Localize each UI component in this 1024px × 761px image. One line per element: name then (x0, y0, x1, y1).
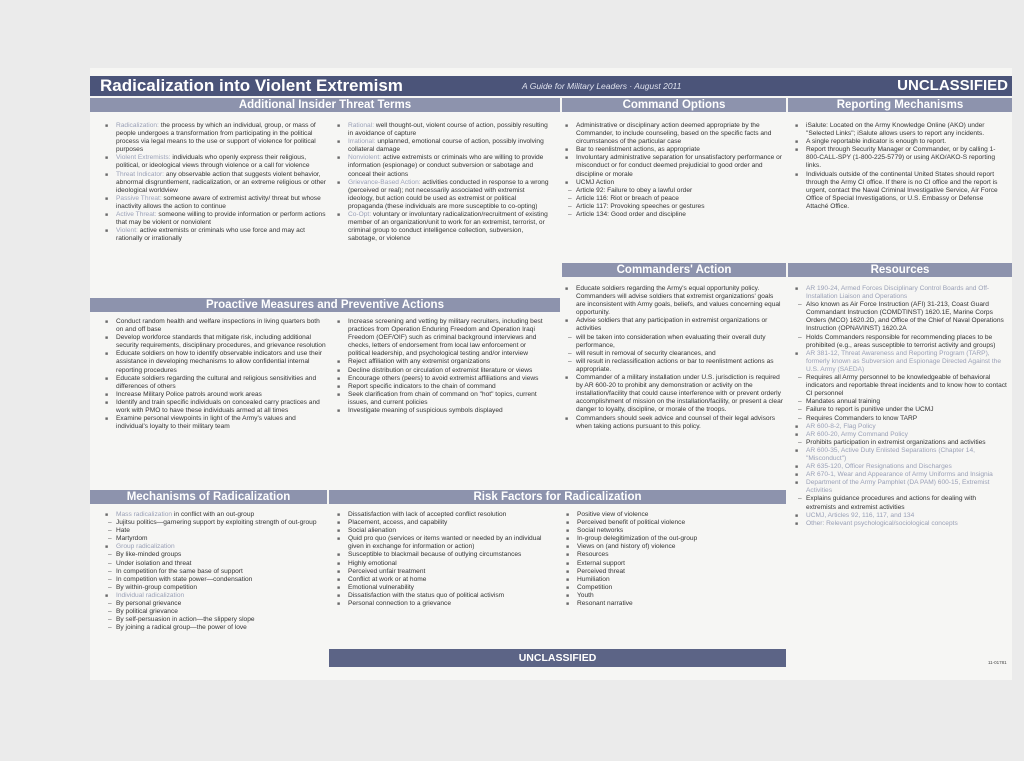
proactive-item: ■ Educate soldiers on how to identify observable indicators and use their assistance in developing mechanisms to allow confidential internal reporting procedures (105, 350, 328, 374)
insider-term-item (105, 171, 328, 195)
resource-item (795, 350, 1007, 374)
proactive-item: ■ Decline distribution or circulation of extremist literature or views (337, 367, 549, 375)
section-header-proactive: Proactive Measures and Preventive Actions (90, 298, 560, 312)
term-definition: activities conducted in response to a wrong (perceived or real); not necessarily associated with extremist ideology, but action could be used as extremist or political propaganda (these individuals are more susceptible to co-opting) (348, 178, 549, 210)
command-option-subitem: – Article 134: Good order and discipline (565, 211, 783, 219)
term-label: Violent Extremists: (116, 154, 171, 162)
mechanism-group (105, 543, 327, 551)
proactive-item: ■ Examine personal viewpoints in light of the Army's values and individual's loyalty to their military team (105, 415, 328, 431)
mechanisms-list (105, 511, 327, 632)
mechanism-subitem: – Under isolation and threat (105, 560, 327, 568)
proactive-item: ■ Report specific indicators to the chain of command (337, 383, 549, 391)
mechanism-subitem: – Jujitsu politics—garnering support by exploiting strength of out-group (105, 519, 327, 527)
proactive-column-2 (337, 318, 549, 415)
commanders-action-subitem: – will be taken into consideration when evaluating their overall duty performance, (565, 334, 783, 350)
resource-item (795, 423, 1007, 431)
commanders-action-subitem: – will result in removal of security clearances, and (565, 350, 783, 358)
proactive-item: ■ Investigate meaning of suspicious symbols displayed (337, 407, 549, 415)
mechanism-subitem: – By personal grievance (105, 600, 327, 608)
reporting-mechanisms-list (795, 122, 1007, 211)
resource-item (795, 463, 1007, 471)
commanders-action-subitem: – will result in reclassification actions or bar to reenlistment actions as appropriate. (565, 358, 783, 374)
section-header-resources: Resources (788, 263, 1012, 277)
commanders-action-item: ■ Advise soldiers that any participation in extremist organizations or activities (565, 317, 783, 333)
reporting-item: ■ Report through Security Manager or Commander, or by calling 1-800-CALL-SPY (1-800-225-5779) or using AKO/AKO-S reporting links. (795, 146, 1007, 170)
command-option-item: ■ Involuntary administrative separation for unsatisfactory performance or misconduct or for conduct deemed prejudicial to good order and discipline or morale (565, 154, 783, 178)
risk-factor-item: ■ Personal connection to a grievance (337, 600, 553, 608)
insider-term-item (337, 138, 549, 154)
commanders-action-list (565, 285, 783, 431)
resource-subitem: – Failure to report is punitive under the UCMJ (795, 406, 1007, 414)
insider-terms-column-1 (105, 122, 328, 243)
mechanism-subitem: – In competition with state power—condensation (105, 576, 327, 584)
commanders-action-item: ■ Commander of a military installation under U.S. jurisdiction is required by AR 600-20 to prohibit any demonstration or activity on the installation/facility that could cause interference with or prevent orderly accomplishment of mission on the installation/facility, or present a clear danger to loyalty, discipline, or morale of the troops. (565, 374, 783, 414)
document-number: 11-01781 (988, 660, 1007, 665)
risk-factor-item: ■ External support (566, 560, 778, 568)
resource-item (795, 512, 1007, 520)
risk-factor-item: ■ Conflict at work or at home (337, 576, 553, 584)
term-label: Violent: (116, 227, 138, 235)
resource-title: AR 670-1, Wear and Appearance of Army Uniforms and Insignia (806, 471, 993, 479)
page-title: Radicalization into Violent Extremism (100, 76, 403, 95)
term-label: Rational: (348, 122, 375, 129)
command-option-subitem: – Article 116: Riot or breach of peace (565, 195, 783, 203)
proactive-item: ■ Reject affiliation with any extremist organizations (337, 358, 549, 366)
mechanism-description: in conflict with an out-group (172, 511, 255, 518)
proactive-item: ■ Identify and train specific individuals on concealed carry practices and work with PMO to have these individuals armed at all times (105, 399, 328, 415)
term-label: Passive Threat: (116, 194, 162, 202)
command-option-subitem: – Article 117: Provoking speeches or gestures (565, 203, 783, 211)
reporting-item: ■ Individuals outside of the continental United States should report through the Army CI office. If there is no CI office and the report is urgent, contact the Naval Criminal Investigative Service, Air Force Office of Special Investigations, or U.S. Embassy or Defense Attaché Office. (795, 171, 1007, 211)
risk-factor-item: ■ Emotional vulnerability (337, 584, 553, 592)
risk-factor-item: ■ Resources (566, 551, 778, 559)
mechanism-label: Mass radicalization (116, 511, 173, 518)
risk-factor-item: ■ Views on (and history of) violence (566, 543, 778, 551)
command-option-item: ■ UCMJ Action (565, 179, 783, 187)
term-label: Threat Indicator: (116, 170, 165, 178)
mechanism-group (105, 592, 327, 600)
term-label: Radicalization: (116, 122, 159, 129)
section-header-mechanisms: Mechanisms of Radicalization (90, 490, 327, 504)
proactive-item: ■ Increase Military Police patrols around work areas (105, 391, 328, 399)
risk-factor-item: ■ Placement, access, and capability (337, 519, 553, 527)
resource-title: UCMJ, Articles 92, 116, 117, and 134 (806, 511, 915, 519)
risk-factor-item: ■ Social networks (566, 527, 778, 535)
mechanism-subitem: – By within-group competition (105, 584, 327, 592)
risk-factor-item: ■ Perceived threat (566, 568, 778, 576)
proactive-column-1 (105, 318, 328, 431)
risk-factors-column-1 (337, 511, 553, 608)
risk-factor-item: ■ Perceived unfair treatment (337, 568, 553, 576)
mechanism-subitem: – By joining a radical group—the power of love (105, 624, 327, 632)
term-label: Nonviolent: (348, 154, 381, 162)
term-definition: any observable action that suggests violent behavior, abnormal disgruntlement, radicalization, or an extreme religious or other ideological worldview (116, 170, 327, 194)
page-subtitle: A Guide for Military Leaders · August 2011 (522, 81, 682, 91)
resource-item (795, 447, 1007, 463)
resource-title: AR 600-8-2, Flag Policy (806, 422, 876, 430)
title-bar (90, 76, 1012, 96)
risk-factor-item: ■ In-group delegitimization of the out-group (566, 535, 778, 543)
risk-factor-item: ■ Quid pro quo (services or items wanted or needed by an individual given in exchange for information or action) (337, 535, 553, 551)
resource-subitem: – Requires Commanders to know TARP (795, 415, 1007, 423)
risk-factor-item: ■ Highly emotional (337, 560, 553, 568)
term-label: Active Threat: (116, 211, 157, 219)
resource-title: AR 381-12, Threat Awareness and Reporting Program (TARP), formerly known as Subversion and Espionage Directed Against the U.S. Army (SAEDA) (806, 349, 1001, 373)
proactive-item: ■ Encourage others (peers) to avoid extremist affiliations and views (337, 375, 549, 383)
mechanism-subitem: – By self-persuasion in action—the slippery slope (105, 616, 327, 624)
insider-term-item (105, 154, 328, 170)
command-options-list (565, 122, 783, 219)
resource-item (795, 431, 1007, 439)
term-definition: the process by which an individual, group, or mass of people undergoes a transformation from participating in the political process via legal means to the use or support of violence for political purposes (116, 122, 316, 154)
insider-term-item (105, 211, 328, 227)
commanders-action-item: ■ Educate soldiers regarding the Army's equal opportunity policy. Commanders will advise soldiers that extremist organizations' goals are inconsistent with Army goals, beliefs, and values concerning equal opportunity. (565, 285, 783, 317)
risk-factor-item: ■ Susceptible to blackmail because of outlying circumstances (337, 551, 553, 559)
command-option-item: ■ Administrative or disciplinary action deemed appropriate by the Commander, to include counseling, based on the specific facts and circumstances of the particular case (565, 122, 783, 146)
insider-term-item (337, 122, 549, 138)
section-header-reporting: Reporting Mechanisms (788, 98, 1012, 112)
risk-factor-item: ■ Positive view of violence (566, 511, 778, 519)
footer-classification: UNCLASSIFIED (329, 649, 786, 667)
risk-factor-item: ■ Perceived benefit of political violence (566, 519, 778, 527)
reporting-item: ■ iSalute: Located on the Army Knowledge Online (AKO) under "Selected Links"; iSalute allows users to report any incidents. (795, 122, 1007, 138)
risk-factor-item: ■ Competition (566, 584, 778, 592)
mechanism-subitem: – By political grievance (105, 608, 327, 616)
proactive-item: ■ Conduct random health and welfare inspections in living quarters both on and off base (105, 318, 328, 334)
risk-factor-item: ■ Resonant narrative (566, 600, 778, 608)
resource-subitem: – Requires all Army personnel to be knowledgeable of behavioral indicators and reportable threat incidents and to know how to contact CI personnel (795, 374, 1007, 398)
reporting-item: ■ A single reportable indicator is enough to report. (795, 138, 1007, 146)
resource-subitem: – Holds Commanders responsible for recommending places to be prohibited (e.g., areas susceptible to terrorist activity and groups) (795, 334, 1007, 350)
proactive-item: ■ Seek clarification from chain of command on "hot" topics, current issues, and current policies (337, 391, 549, 407)
term-label: Co-Opt: (348, 211, 372, 219)
resource-title: Department of the Army Pamphlet (DA PAM) 600-15, Extremist Activities (806, 479, 990, 495)
resource-item (795, 285, 1007, 301)
term-definition: voluntary or involuntary radicalization/recruitment of existing member of an organization/unit to work for an extremist, terrorist, or criminal group to conduct intelligence collection, subversion, sabotage, or violence (348, 211, 548, 243)
resource-item (795, 520, 1007, 528)
risk-factor-item: ■ Dissatisfaction with the status quo of political activism (337, 592, 553, 600)
term-definition: unplanned, emotional course of action, possibly involving collateral damage (348, 138, 544, 154)
mechanism-subitem: – In competition for the same base of support (105, 568, 327, 576)
proactive-item: ■ Develop workforce standards that mitigate risk, including additional security requirements, disciplinary procedures, and grievance resolution (105, 334, 328, 350)
insider-term-item (105, 227, 328, 243)
command-option-subitem: – Article 92: Failure to obey a lawful order (565, 187, 783, 195)
classification-label: UNCLASSIFIED (897, 77, 1008, 94)
resource-subitem: – Mandates annual training (795, 398, 1007, 406)
risk-factor-item: ■ Youth (566, 592, 778, 600)
resource-title: AR 600-35, Active Duty Enlisted Separations (Chapter 14, "Misconduct") (806, 446, 975, 462)
resource-title: Other: Relevant psychological/sociological concepts (806, 519, 958, 527)
term-definition: well thought-out, violent course of action, possibly resulting in avoidance of capture (348, 122, 548, 138)
risk-factors-column-2 (566, 511, 778, 608)
mechanism-subitem: – By like-minded groups (105, 551, 327, 559)
resource-item (795, 479, 1007, 495)
insider-term-item (105, 195, 328, 211)
section-header-commanders-action: Commanders' Action (562, 263, 786, 277)
resource-title: AR 190-24, Armed Forces Disciplinary Control Boards and Off-Installation Liaison and Operations (806, 285, 990, 301)
insider-terms-column-2 (337, 122, 549, 243)
insider-term-item (337, 179, 549, 211)
mechanism-group (105, 511, 327, 519)
section-header-insider-terms: Additional Insider Threat Terms (90, 98, 560, 112)
resource-title: AR 635-120, Officer Resignations and Discharges (806, 463, 952, 471)
term-definition: someone aware of extremist activity/ threat but whose inactivity allows the action to continue (116, 194, 321, 210)
command-option-item: ■ Bar to reenlistment actions, as appropriate (565, 146, 783, 154)
term-definition: active extremists or criminals who use force and may act rationally or irrationally (116, 227, 305, 243)
term-label: Irrational: (348, 138, 376, 146)
insider-term-item (337, 211, 549, 243)
term-label: Grievance-Based Action: (348, 178, 421, 186)
resource-item (795, 471, 1007, 479)
resources-list (795, 285, 1007, 528)
section-header-risk-factors: Risk Factors for Radicalization (329, 490, 786, 504)
proactive-item: ■ Increase screening and vetting by military recruiters, including best practices from Operation Enduring Freedom and Operation Iraqi Freedom (OEF/OIF) such as criminal background interviews and checks, letters of endorsement from local law enforcement or political leadership, and psychological testing and/or interview (337, 318, 549, 358)
insider-term-item (105, 122, 328, 154)
term-definition: active extremists or criminals who are willing to provide information (espionage) or conduct subversion or sabotage and conceal their actions (348, 154, 544, 178)
mechanism-label: Individual radicalization (116, 591, 185, 599)
term-definition: someone willing to provide information or perform actions that may be violent or nonviolent (116, 211, 326, 227)
proactive-item: ■ Educate soldiers regarding the cultural and religious sensitivities and differences of others (105, 375, 328, 391)
insider-term-item (337, 154, 549, 178)
section-header-command-options: Command Options (562, 98, 786, 112)
risk-factor-item: ■ Dissatisfaction with lack of accepted conflict resolution (337, 511, 553, 519)
commanders-action-item: ■ Commanders should seek advice and counsel of their legal advisors when taking actions pursuant to this policy. (565, 415, 783, 431)
mechanism-subitem: – Hate (105, 527, 327, 535)
risk-factor-item: ■ Social alienation (337, 527, 553, 535)
risk-factor-item: ■ Humiliation (566, 576, 778, 584)
resource-subitem: – Prohibits participation in extremist organizations and activities (795, 439, 1007, 447)
document-sheet (90, 68, 1012, 680)
resource-subitem: – Also known as Air Force Instruction (AFI) 31-213, Coast Guard Commandant Instruction (COMDTINST) 1620.1E, Marine Corps Orders (MCO) 1620.2D, and Office of the Chief of Naval Operations Instruction (OPNAVINST) 1620.2A (795, 301, 1007, 333)
mechanism-label: Group radicalization (116, 543, 175, 551)
resource-title: AR 600-20, Army Command Policy (806, 430, 908, 438)
term-definition: individuals who openly express their religious, political, or ideological views through violence or a call for violence (116, 154, 310, 170)
resource-subitem: – Explains guidance procedures and actions for dealing with extremists and extremist activities (795, 495, 1007, 511)
mechanism-subitem: – Martyrdom (105, 535, 327, 543)
